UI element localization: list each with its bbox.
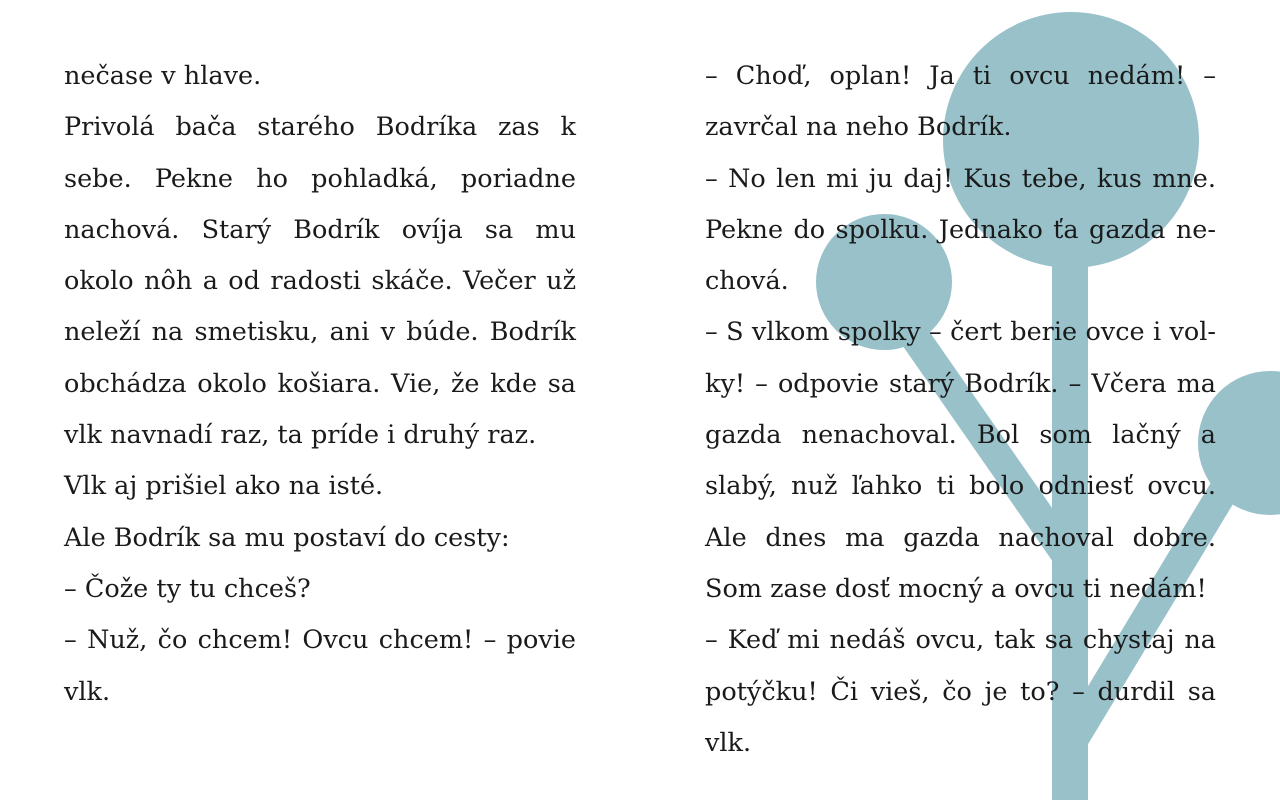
right-paragraph-2: – No len mi ju daj! Kus tebe, kus mne. Pekne do spolku. Jednako ťa gazda nechová. <box>705 163 1216 297</box>
right-paragraph-1: – Choď, oplan! Ja ti ovcu nedám! – zavrčal na neho Bodrík. <box>705 61 1216 143</box>
left-paragraph-3: Vlk aj prišiel ako na isté. <box>64 471 384 502</box>
right-page <box>705 51 1216 769</box>
left-paragraph-5: – Čože ty tu chceš? <box>64 573 311 604</box>
left-paragraph-6: – Nuž, čo chcem! Ovcu chcem! – povie vlk. <box>64 625 576 707</box>
left-paragraph-1: nečase v hlave. <box>64 61 262 91</box>
left-paragraph-2: Privolá bača starého Bodríka zas k sebe. Pekne ho pohladká, poriadne nachová. Starý Bodrík ovíja sa mu okolo nôh a od radosti skáče. Večer už neleží na smetisku, ani v búde. Bodrík obchádza okolo košiara. Vie, že kde sa vlk navnadí raz, ta príde i druhý raz. <box>64 112 576 451</box>
right-paragraph-4: – Keď mi nedáš ovcu, tak sa chystaj na potýčku! Či vieš, čo je to? – durdil sa vlk. <box>705 625 1216 758</box>
left-paragraph-4: Ale Bodrík sa mu postaví do cesty: <box>64 522 510 553</box>
right-paragraph-3: – S vlkom spolky – čert berie ovce i volky! – odpovie starý Bodrík. – Včera ma gazda nenachoval. Bol som lačný a slabý, nuž ľahko ti bolo odniesť ovcu. Ale dnes ma gazda nachoval dobre. Som zase dosť mocný a ovcu ti nedám! <box>705 317 1216 604</box>
left-page <box>64 51 576 718</box>
